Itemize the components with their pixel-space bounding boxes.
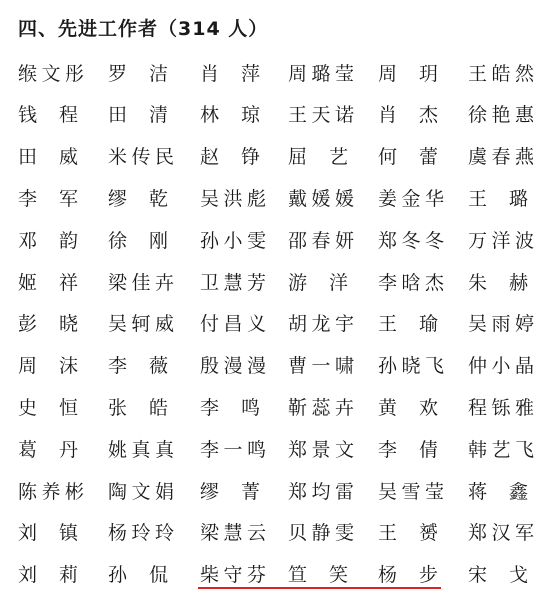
person-name: 王 皓 然 [468, 62, 534, 85]
section-heading: 四、先进工作者（314 人） [18, 18, 269, 40]
person-name: 柴 守 芬 [200, 564, 266, 587]
highlight-underline [198, 587, 441, 589]
person-name: 赵 铮 [200, 146, 260, 169]
person-name: 邓 韵 [18, 229, 78, 252]
person-name: 姬 祥 [18, 271, 78, 294]
person-name: 周 沫 [18, 355, 78, 378]
person-name: 王 天 诺 [288, 104, 354, 127]
person-name: 李 一 鸣 [200, 438, 266, 461]
person-name: 笪 笑 [288, 564, 348, 587]
person-name: 卫 慧 芳 [200, 271, 266, 294]
person-name: 曹 一 啸 [288, 355, 354, 378]
person-name: 张 皓 [108, 396, 168, 419]
person-name: 罗 洁 [108, 62, 168, 85]
name-row [18, 58, 538, 86]
person-name: 陈 养 彬 [18, 480, 84, 503]
person-name: 虞 春 燕 [468, 146, 534, 169]
person-name: 李 倩 [378, 438, 438, 461]
person-name: 朱 赫 [468, 271, 528, 294]
name-row [18, 392, 538, 420]
person-name: 李 晗 杰 [378, 271, 444, 294]
person-name: 姚 真 真 [108, 438, 174, 461]
name-row [18, 142, 538, 170]
person-name: 杨 玲 玲 [108, 522, 174, 545]
person-name: 田 清 [108, 104, 168, 127]
name-row [18, 518, 538, 546]
person-name: 吴 雪 莹 [378, 480, 444, 503]
person-name: 吴 洪 彪 [200, 187, 266, 210]
person-name: 蒋 鑫 [468, 480, 528, 503]
person-name: 胡 龙 宇 [288, 313, 354, 336]
name-row [18, 476, 538, 504]
name-row [18, 560, 538, 588]
person-name: 殷 漫 漫 [200, 355, 266, 378]
person-name: 孙 小 雯 [200, 229, 266, 252]
person-name: 杨 步 [378, 564, 438, 587]
person-name: 陶 文 娟 [108, 480, 174, 503]
person-name: 王 瑜 [378, 313, 438, 336]
person-name: 周 玥 [378, 62, 438, 85]
person-name: 郑 均 雷 [288, 480, 354, 503]
name-row [18, 309, 538, 337]
person-name: 林 琼 [200, 104, 260, 127]
person-name: 屈 艺 [288, 146, 348, 169]
person-name: 米 传 民 [108, 146, 174, 169]
name-row [18, 267, 538, 295]
person-name: 徐 艳 惠 [468, 104, 534, 127]
person-name: 王 璐 [468, 187, 528, 210]
person-name: 仲 小 晶 [468, 355, 534, 378]
person-name: 梁 慧 云 [200, 522, 266, 545]
person-name: 黄 欢 [378, 396, 438, 419]
person-name: 李 鸣 [200, 396, 260, 419]
person-name: 孙 侃 [108, 564, 168, 587]
person-name: 程 铄 雅 [468, 396, 534, 419]
person-name: 邵 春 妍 [288, 229, 354, 252]
person-name: 肖 杰 [378, 104, 438, 127]
person-name: 徐 刚 [108, 229, 168, 252]
person-name: 戴 媛 媛 [288, 187, 354, 210]
person-name: 王 赟 [378, 522, 438, 545]
person-name: 肖 萍 [200, 62, 260, 85]
person-name: 靳 蕊 卉 [288, 396, 354, 419]
person-name: 葛 丹 [18, 438, 78, 461]
person-name: 刘 镇 [18, 522, 78, 545]
name-row [18, 351, 538, 379]
person-name: 李 薇 [108, 355, 168, 378]
person-name: 刘 莉 [18, 564, 78, 587]
person-name: 韩 艺 飞 [468, 438, 534, 461]
person-name: 贝 静 雯 [288, 522, 354, 545]
person-name: 吴 轲 威 [108, 313, 174, 336]
person-name: 郑 汉 军 [468, 522, 534, 545]
person-name: 田 威 [18, 146, 78, 169]
name-row [18, 225, 538, 253]
person-name: 付 昌 义 [200, 313, 266, 336]
person-name: 史 恒 [18, 396, 78, 419]
person-name: 吴 雨 婷 [468, 313, 534, 336]
person-name: 李 军 [18, 187, 78, 210]
person-name: 何 蕾 [378, 146, 438, 169]
person-name: 周 璐 莹 [288, 62, 354, 85]
name-row [18, 434, 538, 462]
person-name: 游 洋 [288, 271, 348, 294]
person-name: 缪 乾 [108, 187, 168, 210]
person-name: 郑 景 文 [288, 438, 354, 461]
name-row [18, 100, 538, 128]
person-name: 孙 晓 飞 [378, 355, 444, 378]
person-name: 缪 菁 [200, 480, 260, 503]
person-name: 万 洋 波 [468, 229, 534, 252]
person-name: 姜 金 华 [378, 187, 444, 210]
person-name: 宋 戈 [468, 564, 528, 587]
name-row [18, 183, 538, 211]
person-name: 彭 晓 [18, 313, 78, 336]
person-name: 钱 程 [18, 104, 78, 127]
person-name: 郑 冬 冬 [378, 229, 444, 252]
person-name: 梁 佳 卉 [108, 271, 174, 294]
person-name: 缑 文 彤 [18, 62, 84, 85]
